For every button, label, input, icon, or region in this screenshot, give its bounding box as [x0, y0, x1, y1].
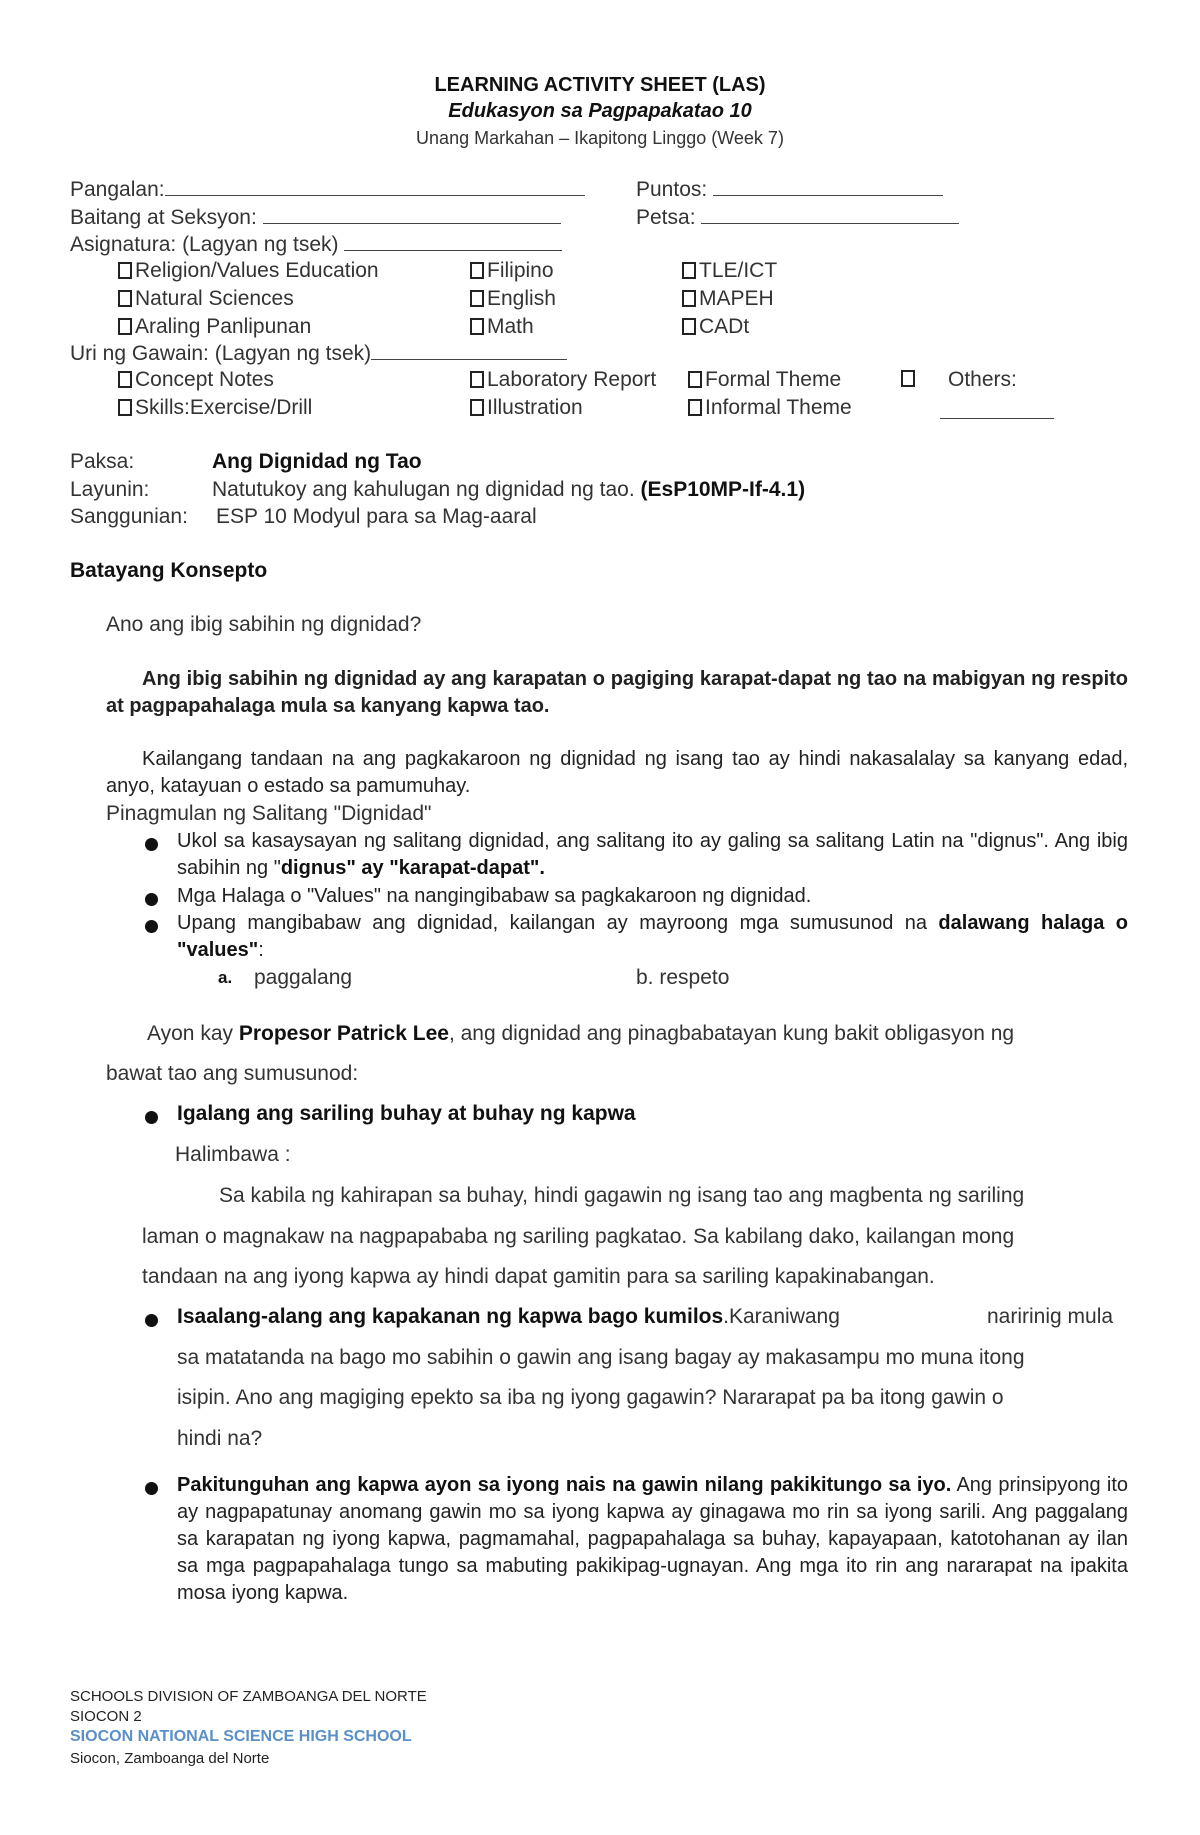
sanggunian-value: ESP 10 Modyul para sa Mag-aaral — [216, 505, 537, 528]
checkbox-filipino[interactable] — [470, 259, 554, 283]
checkbox-icon[interactable] — [470, 371, 484, 388]
principle-3-paragraph — [177, 1472, 1128, 1607]
bullet-icon — [145, 1482, 158, 1495]
lee-name: Propesor Patrick Lee — [238, 1022, 449, 1045]
others-line[interactable] — [940, 418, 1054, 419]
origin-bullet-3 — [177, 910, 1128, 964]
subject-label: MAPEH — [699, 287, 774, 310]
sanggunian-label: Sanggunian: — [70, 505, 188, 528]
checkbox-icon[interactable] — [688, 399, 702, 416]
paksa-label: Paksa: — [70, 450, 135, 473]
bullet-icon — [145, 920, 158, 933]
origin-title: Pinagmulan ng Salitang "Dignidad" — [106, 802, 432, 825]
layunin-label: Layunin: — [70, 478, 150, 501]
asignatura-field — [70, 233, 562, 257]
bullet-end: : — [258, 939, 264, 961]
principle-3-text: Ang prinsipyong ito ay nagpapatunay anomang gawin mo sa iyong kapwa ay ginagawa mo rin sa iyong sarili. Ang paggalang sa karapatan ng iyong kapwa, pagmamahal, pagpapahalaga sa buhay, kapayapaan, katotohanan ay ilan sa mga pagpapahalaga tungo sa mabuting pakikipag-ugnayan. Ang mga ito rin ang nararapat na ipakita mosa iyong kapwa. — [177, 1474, 1129, 1604]
checkbox-formal-theme[interactable] — [688, 368, 841, 392]
question-text: Ano ang ibig sabihin ng dignidad? — [106, 613, 422, 636]
footer-address: Siocon, Zamboanga del Norte — [70, 1750, 270, 1767]
checkbox-araling-panlipunan[interactable] — [118, 315, 311, 339]
subject-label: Filipino — [487, 259, 554, 282]
uri-label: Uri ng Gawain: (Lagyan ng tsek) — [70, 342, 372, 365]
paksa-value: Ang Dignidad ng Tao — [212, 450, 422, 473]
footer-division: SCHOOLS DIVISION OF ZAMBOANGA DEL NORTE — [70, 1688, 427, 1705]
others-label: Others: — [948, 368, 1017, 391]
footer-district: SIOCON 2 — [70, 1708, 142, 1725]
activity-label: Concept Notes — [135, 368, 274, 391]
quarter-week: Unang Markahan – Ikapitong Linggo (Week 7) — [416, 128, 784, 148]
baitang-label: Baitang at Seksyon: — [70, 206, 257, 229]
checkbox-illustration[interactable] — [470, 396, 583, 420]
checkbox-skills-drill[interactable] — [118, 396, 312, 420]
pangalan-label: Pangalan: — [70, 178, 165, 201]
checkbox-icon[interactable] — [682, 290, 696, 307]
checkbox-informal-theme[interactable] — [688, 396, 852, 420]
origin-bullet-2: Mga Halaga o "Values" na nangingibabaw sa pagkakaroon ng dignidad. — [177, 885, 812, 907]
checkbox-religion[interactable] — [118, 259, 379, 283]
halimbawa-label: Halimbawa : — [175, 1143, 291, 1166]
checkbox-icon[interactable] — [470, 399, 484, 416]
checkbox-icon[interactable] — [688, 371, 702, 388]
bullet-bold: dalawang halaga o "values" — [177, 912, 1128, 961]
uri-line — [371, 359, 567, 360]
uri-field — [70, 342, 567, 366]
principle-1-line-2: laman o magnakaw na nagpapababa ng sariling pagkatao. Sa kabilang dako, kailangan mong — [142, 1225, 1015, 1248]
checkbox-icon[interactable] — [470, 318, 484, 335]
principle-3-title: Pakitunguhan ang kapwa ayon sa iyong nais na gawin nilang pakikitungo sa iyo. — [177, 1474, 952, 1496]
pangalan-field[interactable] — [70, 178, 585, 202]
checkbox-icon[interactable] — [470, 290, 484, 307]
pangalan-line[interactable] — [165, 195, 585, 196]
principle-1-line-3: tandaan na ang iyong kapwa ay hindi dapat gamitin para sa sariling kapakinabangan. — [142, 1265, 935, 1288]
checkbox-laboratory-report[interactable] — [470, 368, 656, 392]
reminder-paragraph: Kailangang tandaan na ang pagkakaroon ng dignidad ng isang tao ay hindi nakasalalay sa kanyang edad, anyo, katayuan o estado sa pamumuhay. — [106, 748, 1128, 797]
puntos-label: Puntos: — [636, 178, 708, 201]
baitang-line[interactable] — [263, 223, 561, 224]
lee-pre: Ayon kay — [147, 1022, 239, 1045]
lee-post: , ang dignidad ang pinagbabatayan kung bakit obligasyon ng — [448, 1022, 1015, 1045]
principle-2-line-1 — [177, 1305, 840, 1329]
activity-label: Skills:Exercise/Drill — [135, 396, 313, 419]
activity-label: Laboratory Report — [487, 368, 657, 391]
option-a-text: paggalang — [254, 966, 353, 989]
checkbox-icon[interactable] — [118, 290, 132, 307]
bullet-icon — [145, 1111, 158, 1124]
activity-label: Illustration — [487, 396, 583, 419]
petsa-field[interactable] — [636, 206, 959, 230]
baitang-field[interactable] — [70, 206, 561, 230]
principle-2-word: naririnig mula — [987, 1305, 1114, 1328]
subject-label: Math — [487, 315, 534, 338]
petsa-label: Petsa: — [636, 206, 696, 229]
principle-2-line-2: sa matatanda na bago mo sabihin o gawin ang isang bagay ay makasampu mo muna itong — [177, 1346, 1025, 1369]
principle-2-line-3: isipin. Ano ang magiging epekto sa iba ng iyong gagawin? Nararapat pa ba itong gawin o — [177, 1386, 1004, 1409]
subject-title: Edukasyon sa Pagpapakatao 10 — [448, 100, 752, 122]
layunin-code: (EsP10MP-If-4.1) — [640, 478, 806, 501]
asignatura-line — [344, 250, 562, 251]
lee-line-1 — [147, 1022, 1014, 1046]
bullet-bold: dignus" ay "karapat-dapat". — [280, 857, 545, 879]
checkbox-tle[interactable] — [682, 259, 777, 283]
layunin-text: Natutukoy ang kahulugan ng dignidad ng tao. — [212, 478, 635, 501]
subject-label: TLE/ICT — [699, 259, 778, 282]
principle-1-title: Igalang ang sariling buhay at buhay ng kapwa — [177, 1102, 636, 1125]
checkbox-math[interactable] — [470, 315, 534, 339]
checkbox-cadt[interactable] — [682, 315, 749, 339]
subject-label: Religion/Values Education — [135, 259, 379, 282]
puntos-line[interactable] — [713, 195, 943, 196]
checkbox-natural-sciences[interactable] — [118, 287, 294, 311]
checkbox-icon[interactable] — [682, 262, 696, 279]
checkbox-others[interactable] — [901, 370, 915, 387]
principle-2-text: .Karaniwang — [723, 1305, 840, 1328]
definition-paragraph: Ang ibig sabihin ng dignidad ay ang karapatan o pagiging karapat-dapat ng tao na mabigyan ng respito at pagpapahalaga mula sa kanyang kapwa tao. — [106, 668, 1128, 717]
bullet-icon — [145, 838, 158, 851]
footer-school: SIOCON NATIONAL SCIENCE HIGH SCHOOL — [70, 1728, 412, 1745]
bullet-text: Ukol sa kasaysayan ng salitang dignidad, ang salitang ito ay galing sa salitang Latin na "dignus". Ang ibig sabihin ng " — [177, 830, 1128, 879]
checkbox-icon[interactable] — [118, 371, 132, 388]
principle-2-line-4: hindi na? — [177, 1427, 263, 1450]
puntos-field[interactable] — [636, 178, 943, 202]
layunin-value — [212, 478, 805, 502]
checkbox-icon[interactable] — [118, 399, 132, 416]
sheet-title: LEARNING ACTIVITY SHEET (LAS) — [434, 74, 766, 96]
asignatura-label: Asignatura: (Lagyan ng tsek) — [70, 233, 339, 256]
bullet-icon — [145, 1314, 158, 1327]
checkbox-concept-notes[interactable] — [118, 368, 274, 392]
lee-line-2: bawat tao ang sumusunod: — [106, 1062, 359, 1085]
subject-label: CADt — [699, 315, 750, 338]
principle-2-title: Isaalang-alang ang kapakanan ng kapwa bago kumilos — [177, 1305, 724, 1328]
checkbox-english[interactable] — [470, 287, 556, 311]
activity-label: Informal Theme — [705, 396, 852, 419]
option-a-label: a. — [218, 968, 233, 987]
activity-label: Formal Theme — [705, 368, 842, 391]
subject-label: Araling Panlipunan — [135, 315, 312, 338]
subject-label: Natural Sciences — [135, 287, 294, 310]
checkbox-icon[interactable] — [682, 318, 696, 335]
option-b-text: b. respeto — [636, 966, 730, 989]
checkbox-icon[interactable] — [118, 318, 132, 335]
checkbox-mapeh[interactable] — [682, 287, 774, 311]
origin-bullet-1 — [177, 828, 1128, 882]
checkbox-icon[interactable] — [470, 262, 484, 279]
petsa-line[interactable] — [701, 223, 959, 224]
bullet-text: Upang mangibabaw ang dignidad, kailangan ay mayroong mga sumusunod na — [177, 912, 939, 934]
section-title: Batayang Konsepto — [70, 559, 268, 582]
checkbox-icon[interactable] — [118, 262, 132, 279]
principle-1-line-1: Sa kabila ng kahirapan sa buhay, hindi gagawin ng isang tao ang magbenta ng sariling — [219, 1184, 1025, 1207]
subject-label: English — [487, 287, 556, 310]
bullet-icon — [145, 893, 158, 906]
